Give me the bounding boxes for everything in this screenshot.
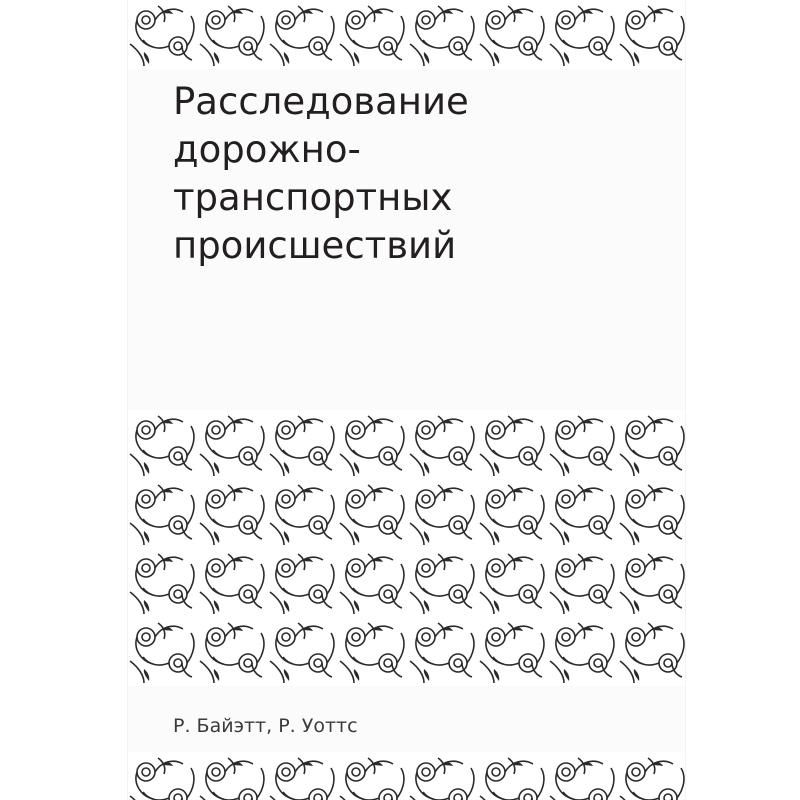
scroll-ornament-icon [548, 548, 618, 617]
scroll-ornament-icon [198, 752, 268, 800]
scroll-ornament-icon [268, 617, 338, 686]
scroll-ornament-icon [128, 410, 198, 479]
scroll-ornament-icon [198, 0, 268, 69]
scroll-ornament-icon [198, 410, 268, 479]
scroll-ornament-icon [478, 617, 548, 686]
top-ornament-band [128, 0, 685, 69]
title-line: Расследование [173, 80, 469, 123]
scroll-ornament-icon [618, 752, 685, 800]
scroll-ornament-icon [408, 410, 478, 479]
ornament-tile-row [128, 479, 685, 548]
scroll-ornament-icon [618, 617, 685, 686]
scroll-ornament-icon [128, 0, 198, 69]
scroll-ornament-icon [548, 0, 618, 69]
scroll-ornament-icon [128, 548, 198, 617]
scroll-ornament-icon [478, 410, 548, 479]
ornament-tile-row [128, 0, 685, 69]
scroll-ornament-icon [268, 548, 338, 617]
scroll-ornament-icon [268, 479, 338, 548]
scroll-ornament-icon [338, 479, 408, 548]
scroll-ornament-icon [618, 0, 685, 69]
scroll-ornament-icon [478, 0, 548, 69]
scroll-ornament-icon [128, 752, 198, 800]
scroll-ornament-icon [478, 752, 548, 800]
scroll-ornament-icon [268, 0, 338, 69]
scroll-ornament-icon [478, 548, 548, 617]
scroll-ornament-icon [548, 752, 618, 800]
book-authors [173, 713, 653, 739]
scroll-ornament-icon [618, 479, 685, 548]
scroll-ornament-icon [338, 548, 408, 617]
ornament-tile-row [128, 548, 685, 617]
scroll-ornament-icon [338, 617, 408, 686]
scroll-ornament-icon [408, 0, 478, 69]
scroll-ornament-icon [198, 548, 268, 617]
ornament-tile-row [128, 617, 685, 686]
scroll-ornament-icon [198, 617, 268, 686]
title-line: дорожно- [173, 128, 361, 171]
ornament-tile-row [128, 752, 685, 800]
scroll-ornament-icon [618, 548, 685, 617]
scroll-ornament-icon [338, 0, 408, 69]
scroll-ornament-icon [408, 479, 478, 548]
scroll-ornament-icon [128, 479, 198, 548]
scroll-ornament-icon [198, 479, 268, 548]
scroll-ornament-icon [478, 479, 548, 548]
ornament-tile-row [128, 410, 685, 479]
scroll-ornament-icon [548, 410, 618, 479]
scroll-ornament-icon [548, 617, 618, 686]
scroll-ornament-icon [548, 479, 618, 548]
book-title [173, 78, 653, 270]
scroll-ornament-icon [408, 752, 478, 800]
title-line: происшествий [173, 224, 457, 267]
scroll-ornament-icon [618, 410, 685, 479]
scroll-ornament-icon [408, 548, 478, 617]
middle-ornament-band [128, 410, 685, 686]
scroll-ornament-icon [338, 752, 408, 800]
scroll-ornament-icon [338, 410, 408, 479]
scroll-ornament-icon [268, 752, 338, 800]
cover-page [128, 0, 685, 800]
scroll-ornament-icon [268, 410, 338, 479]
bottom-ornament-band [128, 752, 685, 800]
scroll-ornament-icon [128, 617, 198, 686]
scroll-ornament-icon [408, 617, 478, 686]
authors-text: Р. Байэтт, Р. Уоттс [173, 715, 358, 737]
title-line: транспортных [173, 176, 453, 219]
